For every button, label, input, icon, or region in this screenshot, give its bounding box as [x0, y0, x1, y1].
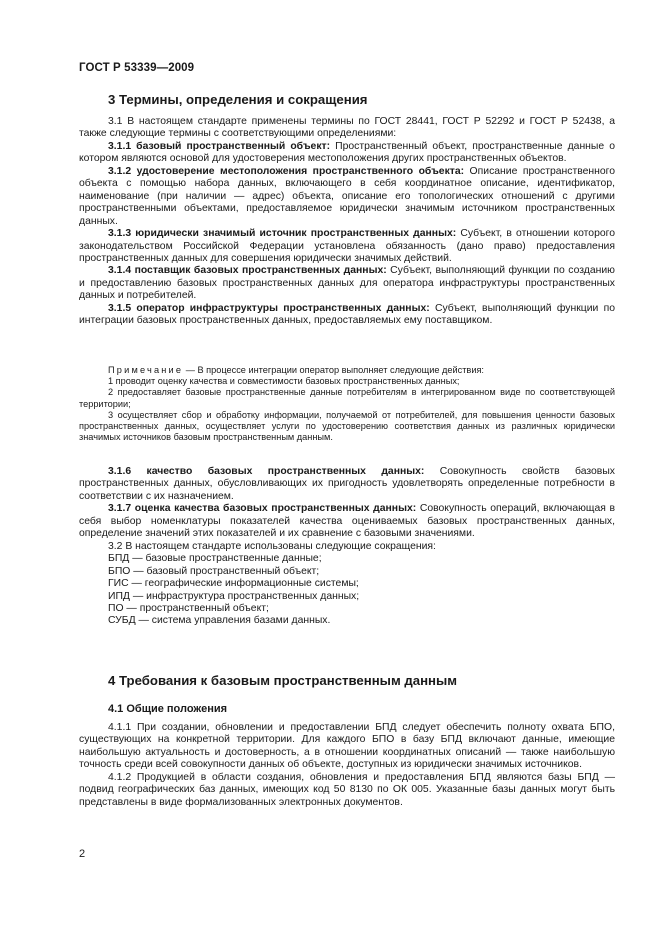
paragraph-3-2: 3.2 В настоящем стандарте использованы следующие сокращения: — [108, 540, 436, 552]
note-item: 3 осуществляет сбор и обработку информации, получаемой от потребителей, для повышения ценности базовых пространственных данных, осуществляет услуги по удостоверению соответствия данных из различных юридически значимых источников базовым пространственным данным. — [79, 409, 615, 443]
abbreviation-item: ПО — пространственный объект; — [108, 602, 269, 614]
note-item: 1 проводит оценку качества и совместимости базовых пространственных данных; — [108, 376, 460, 387]
term-3-1-1: 3.1.1 базовый пространственный объект: Пространственный объект, пространственные данные о котором являются основой для удостоверения местоположения других пространственных объектов. — [79, 140, 616, 165]
abbreviation-item: СУБД — система управления базами данных. — [108, 615, 331, 627]
abbreviation-item: БПО — базовый пространственный объект; — [108, 565, 320, 577]
term-3-1-6: 3.1.6 качество базовых пространственных данных: Совокупность свойств базовых пространственных данных, обусловливающих их пригодность удовлетворять определенные потребности в соответствии с их назначением. — [79, 466, 615, 502]
section-4-body — [79, 722, 615, 809]
section-3-body — [79, 116, 615, 328]
abbreviation-item: ИПД — инфраструктура пространственных данных; — [108, 590, 360, 602]
term-3-1-2: 3.1.2 удостоверение местоположения пространственного объекта: Описание пространственного объекта с помощью набора данных, включающего в себя координатное описание, идентификатор, наименование (при наличии — адрес) объекта, описание его топологических отношений с другими пространственными объектами, предоставляемое юридически значимым источником пространственных данных. — [79, 165, 615, 227]
section-4-title: 4 Требования к базовым пространственным данным — [108, 673, 458, 688]
note-block — [79, 365, 615, 443]
section-3-body-continued — [79, 466, 615, 628]
section-3-title: 3 Термины, определения и сокращения — [108, 92, 368, 107]
term-3-1-4: 3.1.4 поставщик базовых пространственных данных: Субъект, выполняющий функции по созданию и предоставлению базовых пространственных данных для оператора инфраструктуры пространственных данных и потребителей. — [79, 265, 615, 302]
subsection-4-1-title: 4.1 Общие положения — [108, 703, 228, 715]
paragraph-4-1-2: 4.1.2 Продукцией в области создания, обновления и предоставления БПД являются базы БПД — подвид географических баз данных, имеющих код 50 8130 по ОК 005. Указанные базы данных могут быть представлены в виде формализованных электронных документов. — [79, 771, 615, 808]
term-3-1-7: 3.1.7 оценка качества базовых пространственных данных: Совокупность операций, включающая в себя выбор номенклатуры показателей качества оцениваемых базовых пространственных данных, определение значений этих показателей и их сравнение с базовыми значениями. — [79, 503, 615, 540]
paragraph-4-1-1: 4.1.1 При создании, обновлении и предоставлении БПД следует обеспечить полноту охвата БПО, существующих на конкретной территории. Для каждого БПО в базу БПД включают данные, имеющие наибольшую актуальность и достоверность, а в отношении координатных описаний — также наибольшую точность среди всей совокупности данных об объекте, доступных из юридически значимых источников. — [79, 722, 615, 771]
document-header: ГОСТ Р 53339—2009 — [79, 62, 195, 74]
term-3-1-5: 3.1.5 оператор инфраструктуры пространственных данных: Субъект, выполняющий функции по интеграции базовых пространственных данных, предоставляемых ему поставщиком. — [79, 302, 615, 327]
page-number: 2 — [79, 848, 86, 860]
note-intro: Примечание — В процессе интеграции оператор выполняет следующие действия: — [108, 365, 484, 375]
abbreviation-item: ГИС — географические информационные системы; — [108, 578, 359, 590]
paragraph-3-1: 3.1 В настоящем стандарте применены термины по ГОСТ 28441, ГОСТ Р 52292 и ГОСТ Р 52438, а также следующие термины с соответствующими определениями: — [79, 116, 615, 140]
term-3-1-3: 3.1.3 юридически значимый источник пространственных данных: Субъект, в отношении которого законодательством Российской Федерации установлена обязанность (дано право) предоставления пространственных данных для совершения юридически значимых действий. — [79, 228, 615, 264]
abbreviation-item: БПД — базовые пространственные данные; — [108, 553, 322, 565]
note-item: 2 предоставляет базовые пространственные данные потребителям в интегрированном виде по соответствующей территории; — [79, 387, 615, 409]
